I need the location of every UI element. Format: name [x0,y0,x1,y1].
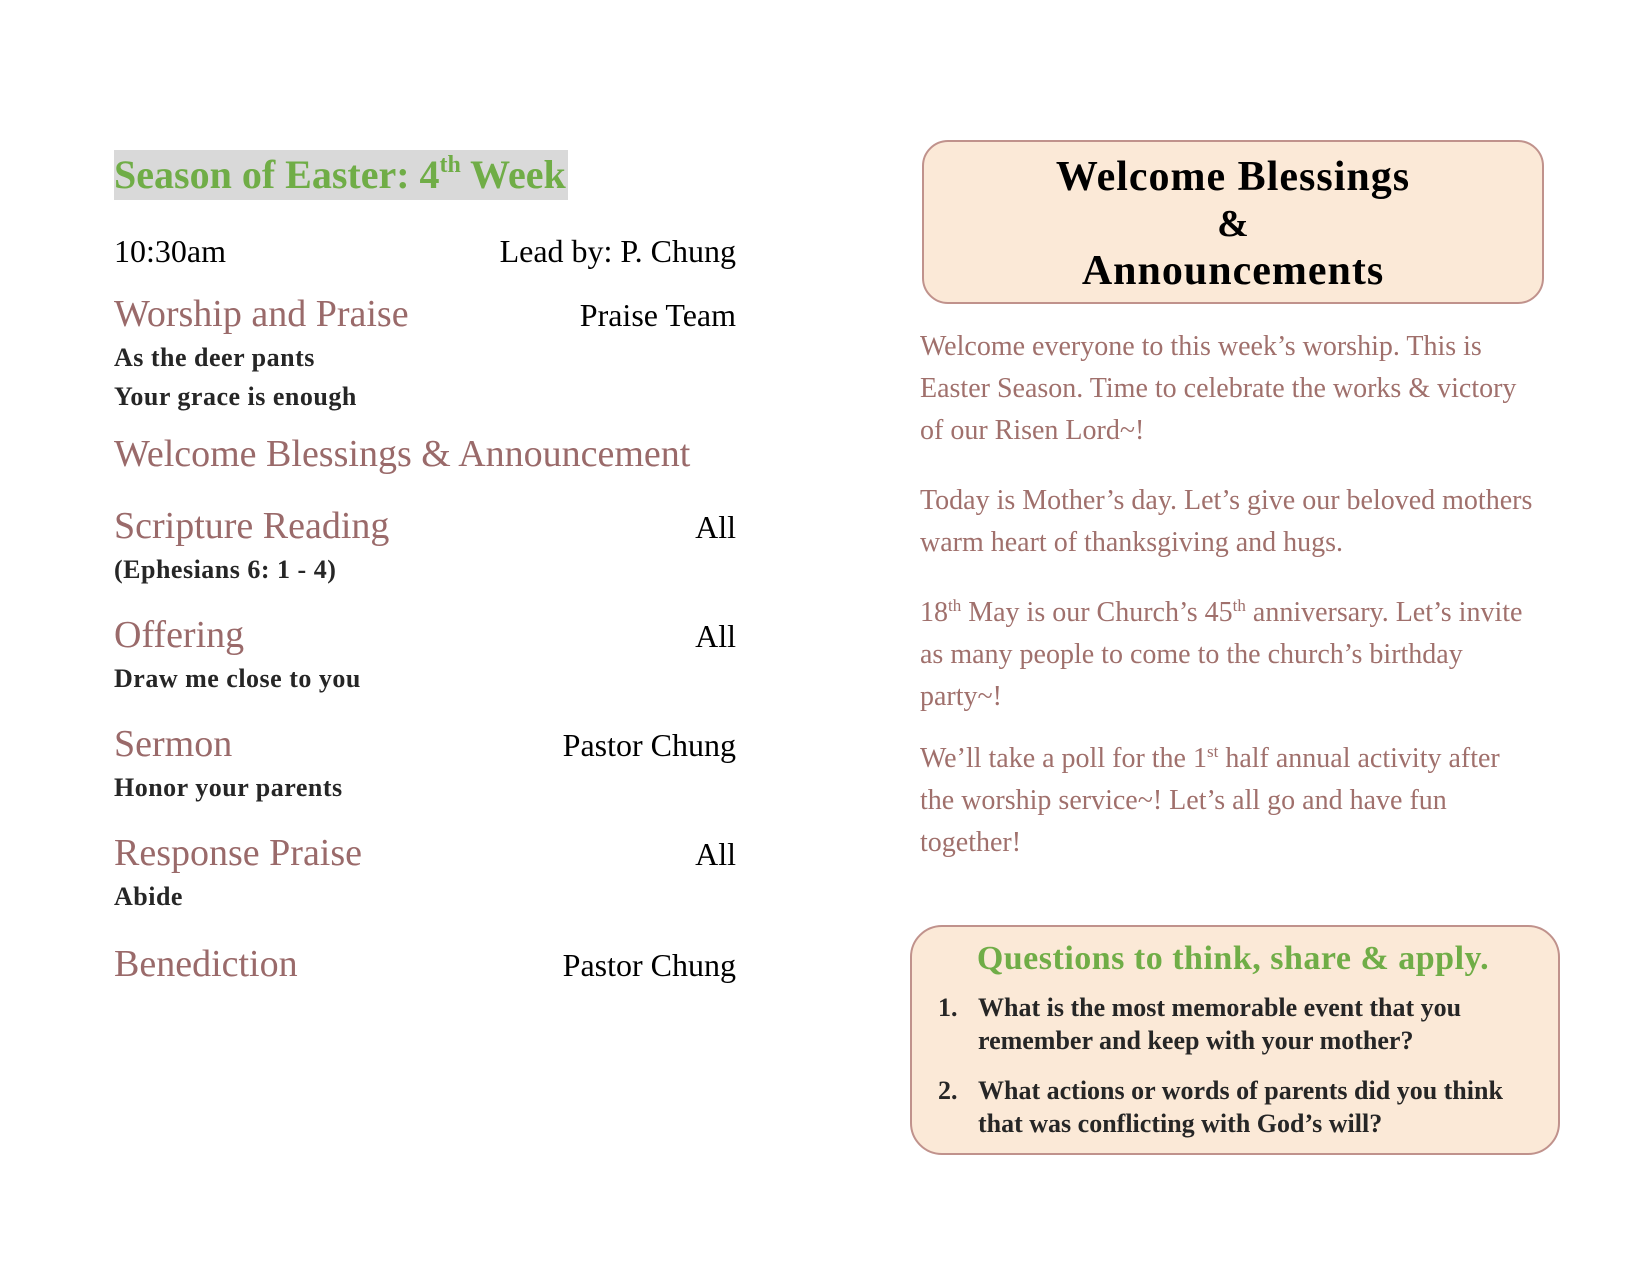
order-item-response [114,831,736,916]
item-leader: All [695,509,736,545]
order-item-sermon [114,722,736,807]
announcement-text: anniversary. Let’s invite as many people to come to the church’s birthday party~! [920,597,1523,712]
question-text: What is the most memorable event that you remember and keep with your mother? [978,993,1462,1055]
item-leader: Praise Team [579,297,736,333]
order-item-welcome [114,432,736,476]
announcements-column [920,140,1560,864]
order-item-benediction [114,942,736,986]
season-title [114,150,568,200]
announcement-list [920,326,1540,864]
item-detail: (Ephesians 6: 1 - 4) [114,555,337,584]
question-item [936,1074,1530,1140]
item-title: Sermon [114,723,233,765]
item-title: Offering [114,614,245,656]
item-detail: Abide [114,882,183,911]
order-item-scripture [114,504,736,589]
announcement-sup: st [1206,742,1219,761]
announcement-paragraph: Welcome everyone to this week’s worship. This is Easter Season. Time to celebrate the works & victory of our Risen Lord~! [920,331,1517,446]
announcement-text: Today is Mother’s day. Let’s give our beloved mothers warm heart of thanksgiving and hugs. [920,485,1533,558]
announcement-paragraph [920,738,1540,864]
item-leader: All [695,618,736,654]
questions-box [910,925,1560,1155]
questions-list [936,991,1530,1140]
question-item [936,991,1530,1057]
item-detail: Honor your parents [114,773,343,802]
order-item-worship [114,292,736,416]
item-leader: All [695,836,736,872]
announcement-text: half annual activity after the worship service~! Let’s all go and have fun together! [920,743,1500,858]
item-title: Benediction [114,943,298,985]
item-detail: Draw me close to you [114,664,361,693]
announcement-sup: th [948,596,962,615]
questions-title: Questions to think, share & apply. [976,940,1490,977]
item-leader: Pastor Chung [562,727,736,763]
item-detail: As the deer pants [114,343,315,372]
announcement-text: 18 [920,597,948,628]
welcome-heading-line1: Welcome Blessings [1055,154,1411,200]
item-title: Scripture Reading [114,505,390,547]
season-title-sup: th [439,152,461,178]
item-leader: Pastor Chung [562,947,736,983]
order-of-worship [114,150,736,986]
question-text: What actions or words of parents did you think that was conflicting with God’s will? [978,1076,1503,1138]
item-title: Worship and Praise [114,293,409,335]
announcement-text: We’ll take a poll for the 1 [920,743,1207,774]
question-number: 1. [938,993,958,1022]
item-title: Welcome Blessings & Announcement [114,433,691,475]
announcement-paragraph [920,592,1540,718]
season-title-suffix: Week [460,152,566,197]
announcement-sup: th [1232,596,1246,615]
welcome-heading-line2: & [1217,203,1249,245]
season-title-text: Season of Easter: 4 [114,152,440,197]
item-title: Response Praise [114,832,363,874]
order-item-offering [114,613,736,698]
announcement-paragraph [920,480,1540,564]
welcome-heading-line3: Announcements [1081,248,1385,294]
service-time: 10:30am [114,233,226,269]
service-leader: Lead by: P. Chung [499,233,736,269]
item-detail: Your grace is enough [114,382,357,411]
service-info [114,233,736,270]
announcement-text: May is our Church’s 45 [961,597,1233,628]
question-number: 2. [938,1076,958,1105]
welcome-heading-box [922,140,1544,304]
